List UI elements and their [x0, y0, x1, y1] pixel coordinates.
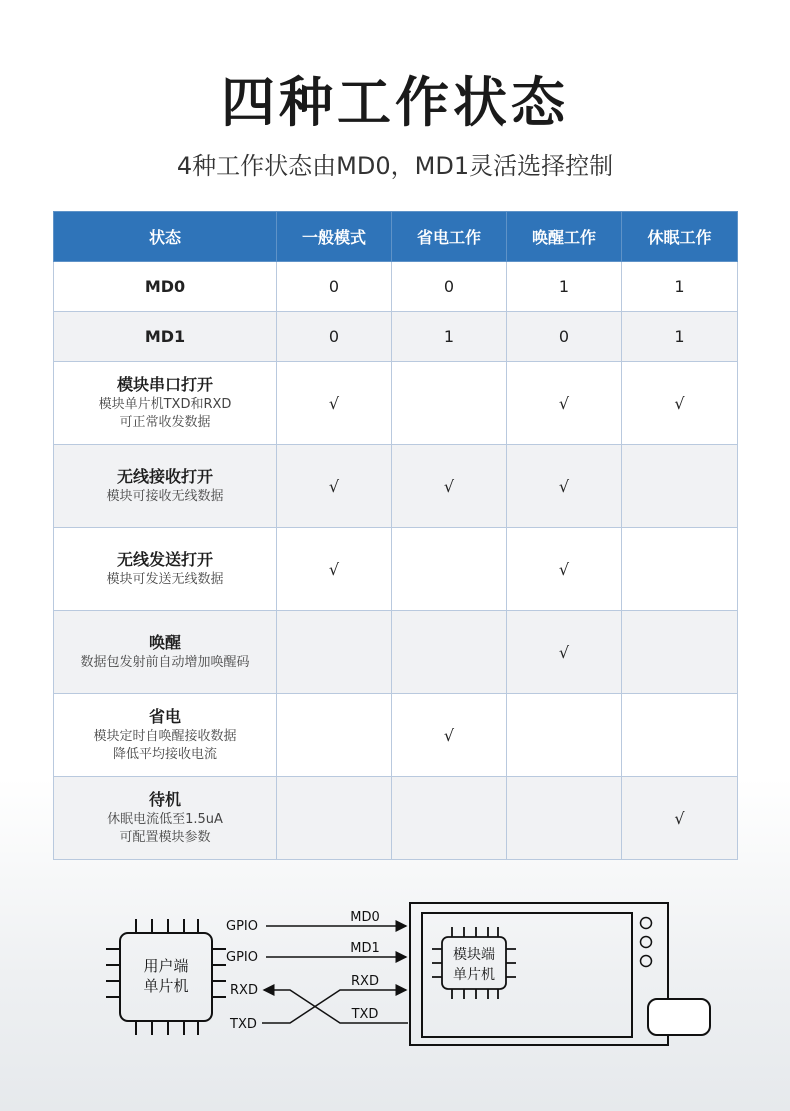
- check-mark: [622, 445, 738, 528]
- page-title: 四种工作状态: [221, 71, 569, 134]
- check-mark: [392, 528, 507, 611]
- check-mark: √: [622, 777, 738, 860]
- row-label-md0: MD0: [54, 262, 277, 312]
- pin-label-txd: TXD: [230, 1017, 257, 1032]
- cell-value: 1: [392, 312, 507, 362]
- table-row: [54, 362, 738, 445]
- feature-cell: [54, 611, 277, 694]
- table-row: [54, 777, 738, 860]
- cell-value: 1: [622, 262, 738, 312]
- check-mark: [507, 777, 622, 860]
- check-mark: [392, 777, 507, 860]
- cell-value: 0: [277, 262, 392, 312]
- check-mark: √: [507, 528, 622, 611]
- signal-label-txd: TXD: [351, 1007, 379, 1022]
- cell-value: 1: [622, 312, 738, 362]
- check-mark: √: [392, 694, 507, 777]
- signal-label-rxd: RXD: [351, 974, 379, 989]
- header-state: 状态: [54, 212, 277, 262]
- feature-title: 无线接收打开: [116, 467, 213, 486]
- feature-cell: [54, 777, 277, 860]
- feature-title: 省电: [148, 707, 181, 726]
- cell-value: 1: [507, 262, 622, 312]
- page-subtitle: 4种工作状态由MD0，MD1灵活选择控制: [176, 152, 614, 180]
- header-sleep: 休眠工作: [622, 212, 738, 262]
- check-mark: √: [392, 445, 507, 528]
- table-row: [54, 528, 738, 611]
- check-mark: √: [507, 445, 622, 528]
- feature-desc: 模块可发送无线数据: [106, 572, 224, 587]
- cell-value: 0: [507, 312, 622, 362]
- feature-cell: [54, 694, 277, 777]
- user-chip-label-2: 单片机: [143, 977, 189, 995]
- table-row: [54, 262, 738, 312]
- feature-desc: 降低平均接收电流: [112, 747, 217, 762]
- check-mark: [277, 611, 392, 694]
- feature-cell: [54, 445, 277, 528]
- check-mark: [622, 528, 738, 611]
- check-mark: √: [277, 445, 392, 528]
- feature-title: 模块串口打开: [116, 375, 213, 394]
- signal-label-md0: MD0: [350, 910, 380, 925]
- feature-desc: 可配置模块参数: [119, 830, 211, 845]
- feature-cell: [54, 362, 277, 445]
- check-mark: √: [277, 362, 392, 445]
- connection-diagram: [90, 895, 720, 1055]
- table-row: [54, 694, 738, 777]
- table-header-row: [54, 212, 738, 262]
- check-mark: √: [622, 362, 738, 445]
- signal-lines: [262, 926, 408, 1023]
- pin-label-gpio-1: GPIO: [226, 919, 258, 934]
- feature-title: 无线发送打开: [116, 550, 213, 569]
- check-mark: [277, 694, 392, 777]
- check-mark: [507, 694, 622, 777]
- user-chip-label-1: 用户端: [143, 957, 189, 975]
- check-mark: [622, 611, 738, 694]
- table-row: [54, 312, 738, 362]
- check-mark: [277, 777, 392, 860]
- row-label-md1: MD1: [54, 312, 277, 362]
- check-mark: √: [507, 611, 622, 694]
- pin-label-gpio-2: GPIO: [226, 950, 258, 965]
- table-row: [54, 611, 738, 694]
- check-mark: √: [507, 362, 622, 445]
- feature-title: 唤醒: [148, 633, 181, 652]
- check-mark: [392, 362, 507, 445]
- table-row: [54, 445, 738, 528]
- check-mark: [622, 694, 738, 777]
- header-wake-up: 唤醒工作: [507, 212, 622, 262]
- check-mark: [392, 611, 507, 694]
- module-mcu-chip: [432, 927, 516, 999]
- feature-desc: 可正常收发数据: [119, 415, 211, 430]
- header-power-saving: 省电工作: [392, 212, 507, 262]
- signal-label-md1: MD1: [350, 941, 380, 956]
- check-mark: √: [277, 528, 392, 611]
- cell-value: 0: [392, 262, 507, 312]
- feature-desc: 模块单片机TXD和RXD: [98, 397, 232, 412]
- feature-desc: 模块可接收无线数据: [106, 489, 224, 504]
- feature-cell: [54, 528, 277, 611]
- pin-label-rxd: RXD: [230, 983, 258, 998]
- module-chip-label-1: 模块端: [453, 947, 495, 963]
- feature-title: 待机: [148, 790, 181, 809]
- feature-desc: 数据包发射前自动增加唤醒码: [80, 655, 250, 670]
- feature-desc: 模块定时自唤醒接收数据: [93, 729, 237, 744]
- cell-value: 0: [277, 312, 392, 362]
- header-normal-mode: 一般模式: [277, 212, 392, 262]
- module-chip-label-2: 单片机: [453, 967, 495, 983]
- feature-desc: 休眠电流低至1.5uA: [107, 812, 223, 827]
- work-state-table: [53, 211, 738, 860]
